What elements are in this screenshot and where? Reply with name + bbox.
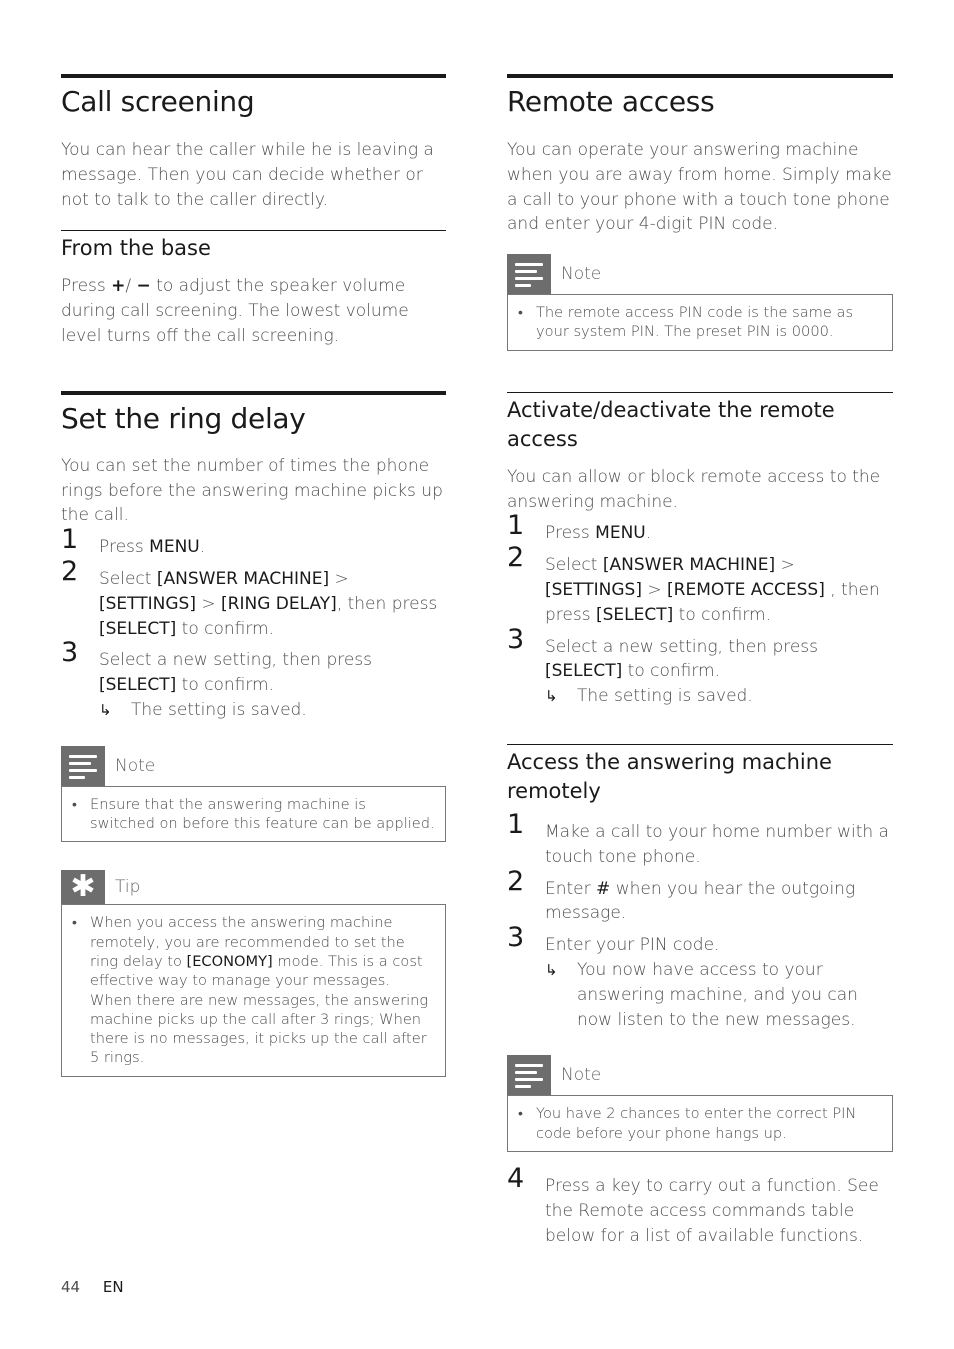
tip-title: Tip [115,877,141,898]
language-code: EN [102,1278,124,1296]
tip-box: ✱ Tip • When you access the answering machine remotely, you are recommended to set the ring delay to [ECONOMY] mode. This is a cost effective way to manage your messages. When there are new messages, the answering machine picks up the call after 3 rings; When there is no messages, it picks up the call after 5 rings. [61,870,446,1076]
step-2: 2 Enter # when you hear the outgoing message. [507,865,856,924]
note-icon [507,254,551,294]
ring-delay-intro: You can set the number of times the phone rings before the answering machine picks up the call. [61,455,443,526]
section-title-call-screening: Call screening [61,85,255,118]
step-result: ↳ The setting is saved. [545,684,893,709]
left-column [61,74,446,1077]
step-1: 1 Press MENU. [507,510,652,544]
activate-intro: You can allow or block remote access to the answering machine. [507,466,881,512]
result-arrow-icon: ↳ [545,687,558,706]
activate-steps [507,510,893,709]
access-remote-step-4 [507,1162,893,1248]
note-title: Note [115,755,156,776]
from-base-text: Press +/ − to adjust the speaker volume during call screening. The lowest volume level turns off the call screening. [61,276,409,346]
note-box [507,254,893,351]
section-rule [61,74,446,78]
step-result: ↳ The setting is saved. [99,698,446,723]
step-2: 2 Select [ANSWER MACHINE] > [SETTINGS] > [RING DELAY], then press [SELECT] to confirm. [61,555,438,639]
note-text: Ensure that the answering machine is switched on before this feature can be applied. [90,795,435,833]
step-4: 4 Press a key to carry out a function. See the Remote access commands table below for a list of available functions. [507,1162,879,1246]
step-1: 1 Press MENU. [61,524,206,558]
step-result: ↳ You now have access to your answering machine, and you can now listen to the new messages. [545,959,858,1030]
result-arrow-icon: ↳ [99,700,112,719]
subsection-rule [507,744,893,745]
note-title: Note [561,1065,602,1086]
ring-delay-steps [61,524,446,723]
note-title: Note [561,264,602,285]
step-2: 2 Select [ANSWER MACHINE] > [SETTINGS] > [REMOTE ACCESS] , then press [SELECT] to confirm. [507,542,880,625]
bullet-icon: • [72,915,77,932]
bullet-icon: • [518,305,523,322]
remote-access-intro: You can operate your answering machine when you are away from home. Simply make a call to your phone with a touch tone phone and enter your 4-digit PIN code. [507,140,892,235]
right-column [507,74,893,1248]
note-box [507,1055,893,1152]
access-remote-steps [507,808,893,1032]
subsection-rule [507,392,893,393]
step-1: 1 Make a call to your home number with a touch tone phone. [507,808,889,867]
minus-key-icon: − [136,276,151,297]
step-3: 3 Enter your PIN code. ↳ You now have access to your answering machine, and you can now listen to the new messages. [507,933,893,1032]
step-3: 3 Select a new setting, then press [SELECT] to confirm. ↳ The setting is saved. [507,635,893,709]
subsection-title-activate: Activate/deactivate the remote access [507,397,835,451]
section-title-remote-access: Remote access [507,85,715,118]
page-footer [61,1278,124,1296]
bullet-icon: • [72,796,77,813]
subsection-title-from-base: From the base [61,236,211,261]
note-icon [61,746,105,786]
section-title-ring-delay: Set the ring delay [61,401,306,435]
step-3: 3 Select a new setting, then press [SELECT] to confirm. ↳ The setting is saved. [61,648,446,722]
note-text: You have 2 chances to enter the correct PIN code before your phone hangs up. [536,1105,857,1142]
page-number: 44 [61,1278,81,1296]
result-arrow-icon: ↳ [545,960,558,979]
subsection-rule [61,230,446,231]
note-box [61,746,446,843]
subsection-title-access-remote: Access the answering machine remotely [507,749,832,803]
call-screening-intro: You can hear the caller while he is leaving a message. Then you can decide whether or not to talk to the caller directly. [61,140,434,210]
note-icon [507,1055,551,1095]
section-rule [61,391,446,395]
plus-key-icon: + [111,276,126,297]
note-text: The remote access PIN code is the same as your system PIN. The preset PIN is 0000. [536,304,854,341]
tip-star-icon: ✱ [61,870,105,904]
section-rule [507,74,893,78]
bullet-icon: • [518,1106,523,1123]
